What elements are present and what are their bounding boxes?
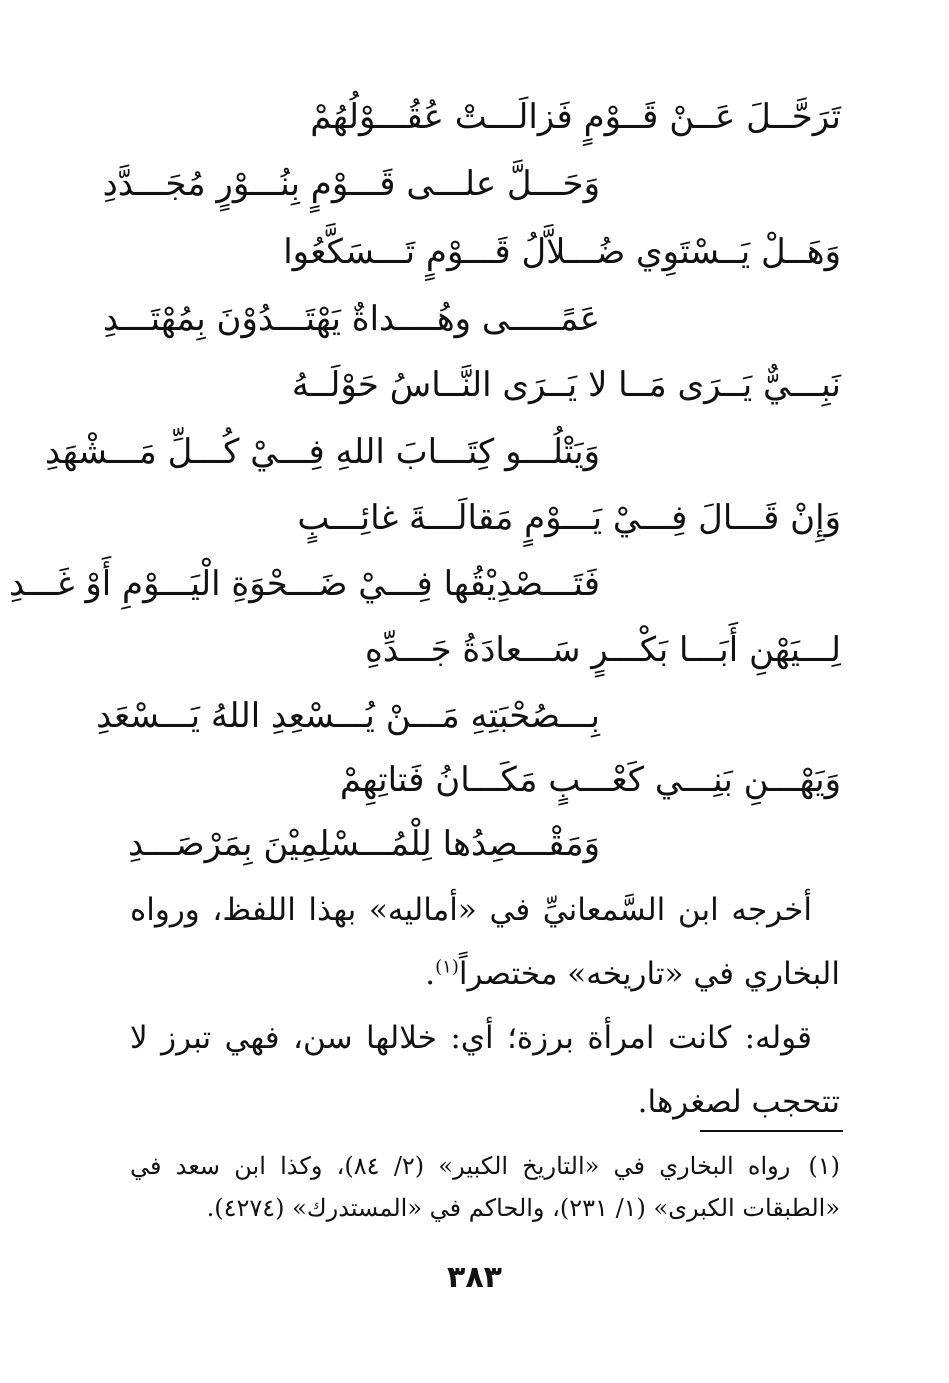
- verse-1-second-hemistich: وَحَـــلَّ علـــى قَـــوْمٍ بِنُـــوْرٍ مُجَـــدَّدِ: [102, 164, 600, 204]
- footnote-separator: [700, 1130, 843, 1132]
- verse-1-first-hemistich: تَرَحَّــلَ عَــنْ قَــوْمٍ فَزالَـــتْ عُقُـــوْلُهُمْ: [310, 97, 841, 137]
- footnote-marker: (١): [435, 956, 459, 978]
- page-number: ٣٨٣: [447, 1260, 502, 1295]
- verse-5-second-hemistich: بِـــصُحْبَتِهِ مَـــنْ يُـــسْعِدِ اللهُ يَـــسْعَدِ: [96, 696, 600, 736]
- explanation-paragraph: قوله: كانت امرأة برزة؛ أي: خلالها سن، فهي تبرز لا تتحجب لصغرها.: [130, 1020, 840, 1120]
- verse-3-second-hemistich: وَيَتْلُـــو كِتَـــابَ اللهِ فِـــيْ كُـــلِّ مَـــشْهَدِ: [44, 432, 600, 472]
- takhrij-period: .: [425, 956, 436, 992]
- footnote: [130, 1145, 840, 1229]
- verse-2-second-hemistich: عَمًـــــى وهُــــداةٌ يَهْتَـــدُوْنَ بِمُهْتَـــدِ: [102, 299, 600, 339]
- verse-6-second-hemistich: وَمَقْـــصِدُها لِلْمُـــسْلِمِيْنَ بِمَرْصَـــدِ: [128, 824, 600, 864]
- footnote-text: رواه البخاري في «التاريخ الكبير» (٢/ ٨٤)، وكذا ابن سعد في «الطبقات الكبرى» (١/ ٢٣١)، والحاكم في «المستدرك» (٤٢٧٤).: [130, 1152, 840, 1222]
- verse-4-second-hemistich: فَتَـــصْدِيْقُها فِـــيْ ضَـــحْوَةِ الْيَـــوْمِ أَوْ غَـــدِ: [9, 564, 600, 604]
- verse-6-first-hemistich: وَيَهْـــنِ بَنِـــي كَعْـــبٍ مَكَـــانُ فَتاتِهِمْ: [339, 760, 841, 800]
- takhrij-paragraph: [130, 878, 840, 1006]
- verse-5-first-hemistich: لِـــيَهْنِ أَبَـــا بَكْـــرٍ سَـــعادَةُ جَـــدِّهِ: [365, 630, 841, 670]
- verse-4-first-hemistich: وَإِنْ قَـــالَ فِـــيْ يَـــوْمٍ مَقالَـــةَ غائِـــبٍ: [297, 498, 841, 538]
- verse-3-first-hemistich: نَبِـــيٌّ يَــرَى مَــا لا يَــرَى النَّــاسُ حَوْلَــهُ: [291, 365, 841, 405]
- verse-2-first-hemistich: وَهَــلْ يَــسْتَوِي ضُـــلاَّلُ قَـــوْمٍ تَـــسَكَّعُوا: [283, 232, 841, 272]
- takhrij-text: أخرجه ابن السَّمعانيِّ في «أماليه» بهذا اللفظ، ورواه البخاري في «تاريخه» مختصراً: [130, 892, 840, 992]
- footnote-number: (١): [808, 1152, 840, 1180]
- body-text: [130, 878, 840, 1134]
